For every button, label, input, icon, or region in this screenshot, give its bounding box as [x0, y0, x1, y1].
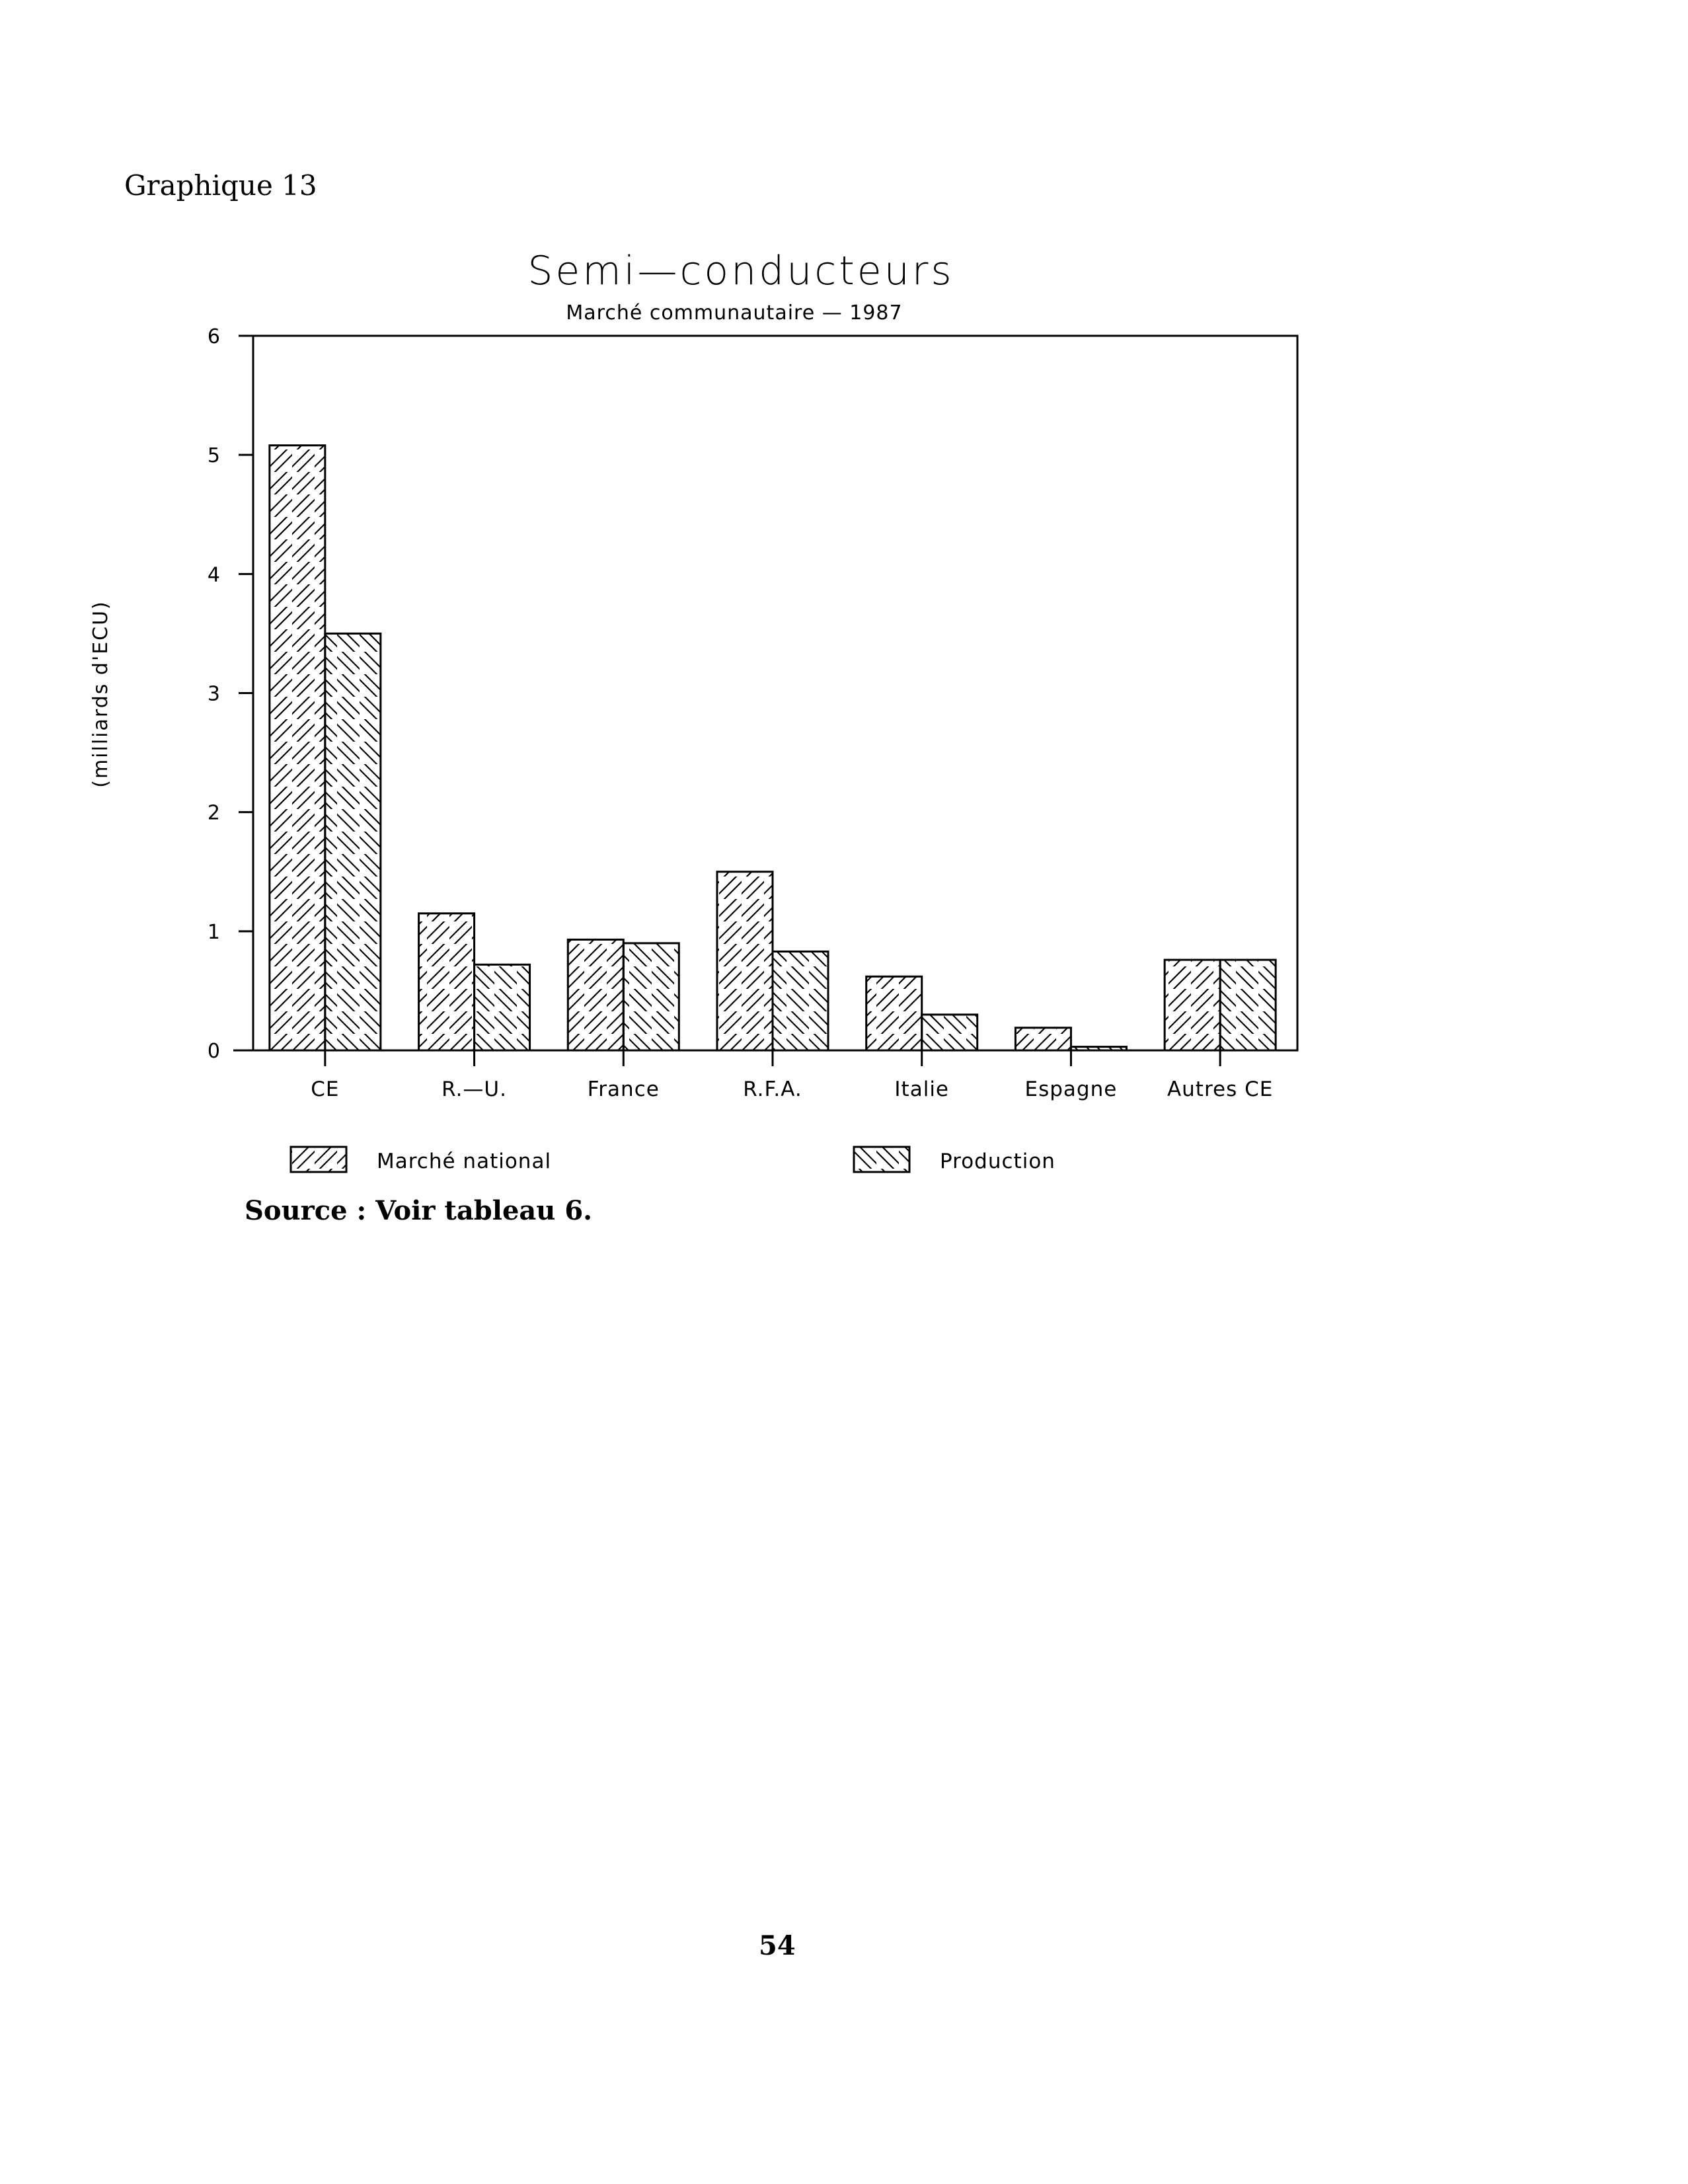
y-tick-label: 0 — [207, 1040, 220, 1063]
bars — [270, 446, 1276, 1050]
legend-swatch-marche-national — [291, 1147, 346, 1172]
bar-production — [1071, 1047, 1126, 1050]
bar-marche-national — [1015, 1028, 1071, 1050]
x-tick-label: Espagne — [1024, 1077, 1118, 1101]
x-tick-label: Italie — [894, 1077, 950, 1101]
bar-production — [325, 633, 381, 1050]
y-tick-label: 4 — [207, 563, 220, 587]
page-heading: Graphique 13 — [124, 169, 317, 202]
legend — [291, 1147, 1055, 1173]
bar-marche-national — [717, 872, 773, 1050]
y-tick-label: 5 — [207, 444, 220, 468]
x-tick-label: R.—U. — [441, 1077, 507, 1101]
bar-production — [773, 951, 828, 1050]
legend-swatch-production — [854, 1147, 909, 1172]
bar-marche-national — [866, 976, 922, 1050]
y-axis-label: (milliards d'ECU) — [89, 600, 112, 788]
chart-subtitle: Marché communautaire — 1987 — [566, 301, 903, 325]
plot-frame — [253, 336, 1297, 1050]
bar-production — [475, 964, 530, 1050]
bar-production — [922, 1015, 978, 1050]
y-tick-label: 3 — [207, 682, 220, 706]
y-tick-label: 2 — [207, 801, 220, 825]
bar-marche-national — [270, 446, 325, 1050]
x-tick-label: R.F.A. — [743, 1077, 802, 1101]
x-tick-label: CE — [311, 1077, 340, 1101]
y-tick-label: 6 — [207, 325, 220, 348]
source-note: Source : Voir tableau 6. — [245, 1195, 593, 1226]
legend-label-production: Production — [940, 1150, 1055, 1173]
x-tick-label: Autres CE — [1167, 1077, 1274, 1101]
page-number: 54 — [759, 1930, 796, 1961]
bar-marche-national — [568, 939, 623, 1050]
bar-production — [623, 943, 679, 1050]
y-tick-label: 1 — [207, 920, 220, 944]
bar-production — [1220, 960, 1276, 1050]
legend-label-marche-national: Marché national — [377, 1150, 552, 1173]
chart-title: Semi—conducteurs — [527, 248, 954, 294]
x-tick-label: France — [587, 1077, 660, 1101]
bar-marche-national — [1165, 960, 1220, 1050]
bar-marche-national — [419, 914, 475, 1050]
